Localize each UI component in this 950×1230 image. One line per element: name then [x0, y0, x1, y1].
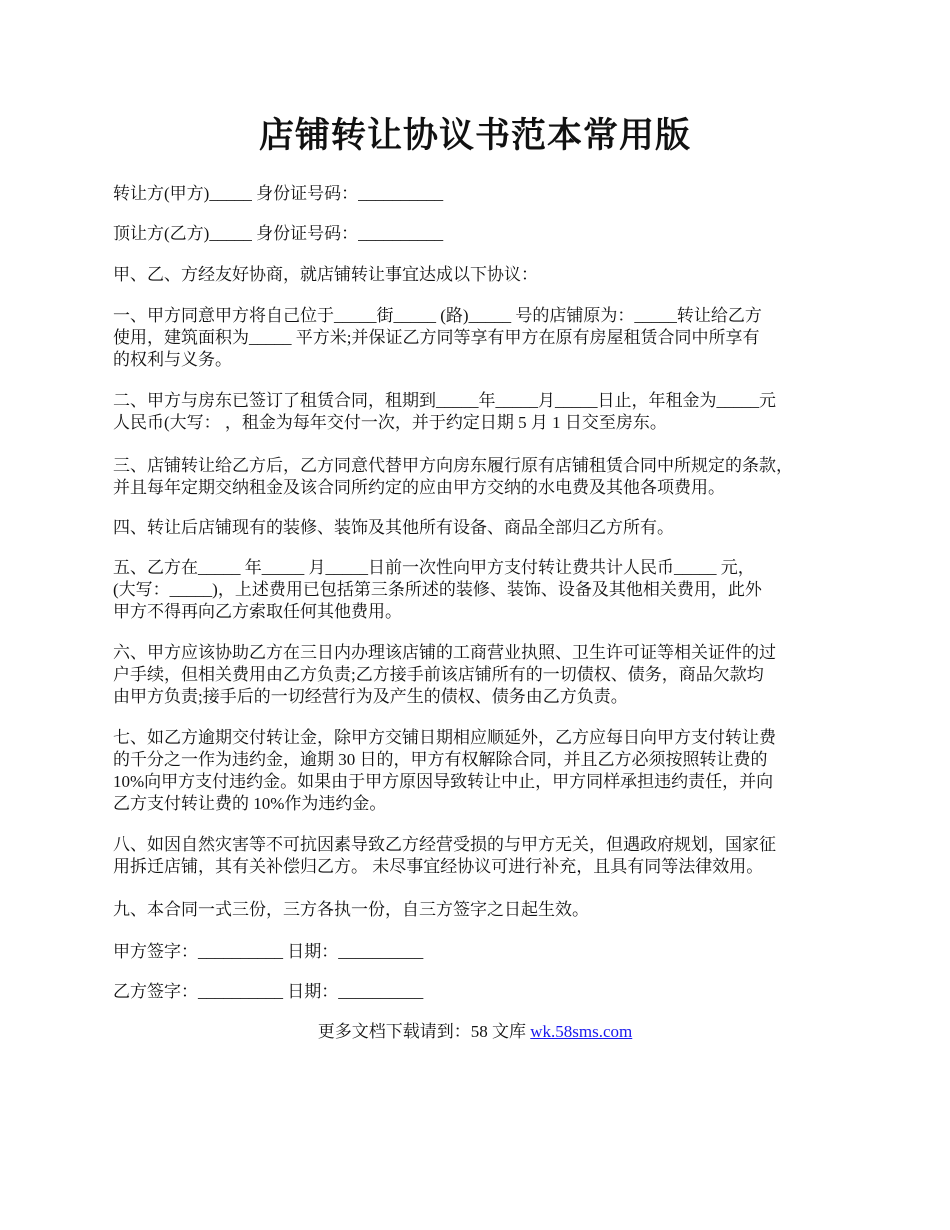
clause-5-line-1: 五、乙方在_____ 年_____ 月_____日前一次性向甲方支付转让费共计人民币_____ 元， [113, 558, 755, 577]
preamble: 甲、乙、方经友好协商，就店铺转让事宜达成以下协议： [113, 265, 538, 284]
clause-8-line-1: 八、如因自然灾害等不可抗因素导致乙方经营受损的与甲方无关，但遇政府规划，国家征 [113, 835, 776, 854]
clause-1-line-2: 使用，建筑面积为_____ 平方米;并保证乙方同等享有甲方在原有房屋租赁合同中所享有 [113, 328, 760, 347]
clause-6-line-2: 户手续，但相关费用由乙方负责;乙方接手前该店铺所有的一切债权、债务，商品欠款均 [113, 665, 764, 684]
clause-5-line-2: (大写：_____)，上述费用已包括第三条所述的装修、装饰、设备及其他相关费用，此外 [113, 580, 762, 599]
party-a-signature-line: 甲方签字：__________ 日期：__________ [113, 942, 424, 961]
footer-link[interactable]: wk.58sms.com [530, 1022, 633, 1041]
document-title: 店铺转让协议书范本常用版 [258, 116, 691, 155]
clause-5-line-3: 甲方不得再向乙方索取任何其他费用。 [113, 602, 402, 621]
clause-9-line-1: 九、本合同一式三份，三方各执一份，自三方签字之日起生效。 [113, 900, 589, 919]
clause-6-line-3: 由甲方负责;接手后的一切经营行为及产生的债权、债务由乙方负责。 [113, 687, 628, 706]
clause-3-line-2: 并且每年定期交纳租金及该合同所约定的应由甲方交纳的水电费及其他各项费用。 [113, 478, 725, 497]
clause-1-line-1: 一、甲方同意甲方将自己位于_____街_____ (路)_____ 号的店铺原为：_____转让给乙方 [113, 306, 762, 325]
transferor-line: 转让方(甲方)_____ 身份证号码：__________ [113, 184, 444, 203]
clause-7-line-1: 七、如乙方逾期交付转让金，除甲方交铺日期相应顺延外，乙方应每日向甲方支付转让费 [113, 728, 776, 747]
clause-4-line-1: 四、转让后店铺现有的装修、装饰及其他所有设备、商品全部归乙方所有。 [113, 518, 674, 537]
clause-7-line-4: 乙方支付转让费的 10%作为违约金。 [113, 794, 387, 813]
footer [0, 1021, 950, 1043]
clause-2-line-1: 二、甲方与房东已签订了租赁合同，租期到_____年_____月_____日止，年租金为_____元 [113, 391, 776, 410]
clause-2-line-2: 人民币(大写： ，租金为每年交付一次，并于约定日期 5 月 1 日交至房东。 [113, 413, 667, 432]
clause-1-line-3: 的权利与义务。 [113, 350, 232, 369]
clause-7-line-2: 的千分之一作为违约金，逾期 30 日的，甲方有权解除合同，并且乙方必须按照转让费的 [113, 750, 768, 769]
clause-8-line-2: 用拆迁店铺，其有关补偿归乙方。 未尽事宜经协议可进行补充，且具有同等法律效用。 [113, 857, 764, 876]
party-b-signature-line: 乙方签字：__________ 日期：__________ [113, 982, 424, 1001]
transferee-line: 顶让方(乙方)_____ 身份证号码：__________ [113, 224, 444, 243]
clause-7-line-3: 10%向甲方支付违约金。如果由于甲方原因导致转让中止，甲方同样承担违约责任，并向 [113, 772, 774, 791]
footer-text: 更多文档下载请到：58 文库 [317, 1022, 531, 1041]
clause-3-line-1: 三、店铺转让给乙方后，乙方同意代替甲方向房东履行原有店铺租赁合同中所规定的条款， [113, 456, 793, 475]
clause-6-line-1: 六、甲方应该协助乙方在三日内办理该店铺的工商营业执照、卫生许可证等相关证件的过 [113, 643, 776, 662]
